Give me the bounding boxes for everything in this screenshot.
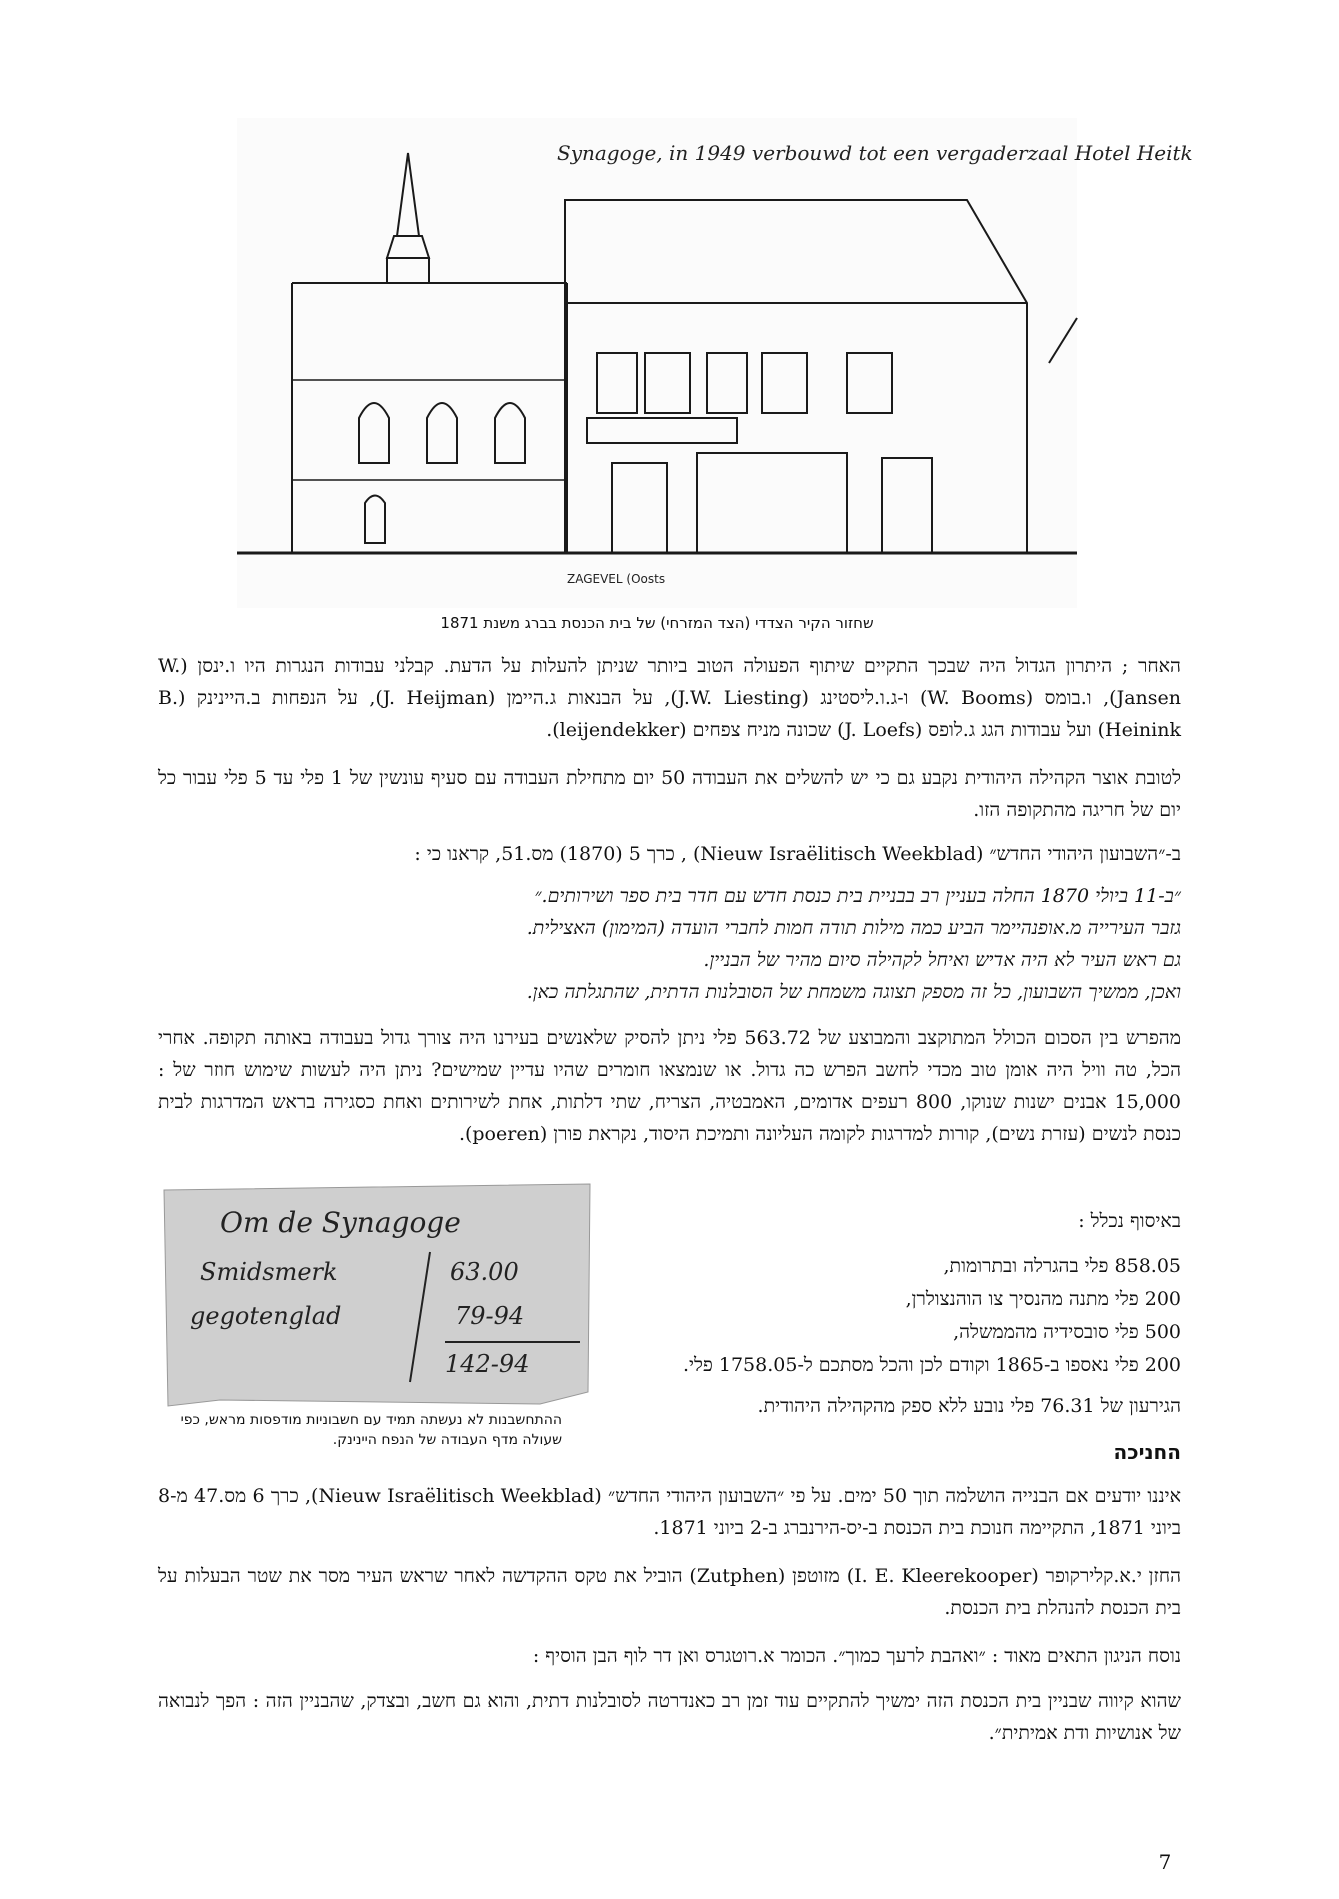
note-number-2: 79-94 [455,1302,525,1330]
note-line-3: gegotenglad [190,1302,342,1330]
note-number-1: 63.00 [450,1258,519,1286]
note-number-3: 142-94 [445,1350,530,1378]
note-line-2: Smidsmerk [200,1258,338,1286]
note-line-1: Om de Synagoge [220,1206,461,1239]
top-figure-caption: שחזור הקיר הצדדי (הצד המזרחי) של בית הכנסת בברג משנת 1871 [440,614,874,632]
synagogue-facade-sketch [237,118,1193,608]
page-number: 7 [1158,1850,1172,1874]
invoice-photo-caption: ההתחשבנות לא נעשתה תמיד עם חשבוניות מודפסות מראש, כפי שעולה מדף העבודה של הנפח היינינק. [180,1412,562,1448]
collection-item: 500 פלי סובסידיה מהממשלה, [953,1321,1181,1343]
collection-item: 200 פלי מתנה מהנסיך צו הוהנצולרן, [905,1288,1181,1310]
paragraph-deficit: הגירעון של 76.31 פלי נובע ללא ספק מהקהילה היהודית. [757,1395,1181,1417]
paragraph-contractors: האחר ; היתרון הגדול היה שבכך התקיים שיתוף הפעולה הטוב ביותר שניתן להעלות על הדעת. קבלני עבודות הנגרות היו ו.ינסן (W. Jansen), ו.בומס (W. Booms) ו-ג.ו.ליסטינג (J.W. Liesting), על הבנאות ג.היימן (J. Heijman), על הנפחות ב.היינינק (B. Heinink) ועל עבודות הגג ג.לופס (J. Loefs) שכונה מניח צפחים (leijendekker). [158,655,1182,741]
paragraph-budget-difference: מהפרש בין הסכום הכולל המתוקצב והמבוצע של 563.72 פלי ניתן להסיק שלאנשים בעירנו היה צורך גדול בעבודה באותה תקופה. אחרי הכל, טה וויל היה אומן טוב מכדי לחשב הפרש כה גדול. או שנמצאו חומרים שהיו עדיין שמישים? ניתן היה לעשות שימוש חוזר של : 15,000 אבנים ישנות שנוקו, 800 רעפים אדומים, האמבטיה, הצריח, שתי דלתות, אחת לשירותים ואחת כסגירה בראש המדרגות לבית כנסת לנשים (עזרת נשים), קורות למדרגות לקומה העליונה ותמיכת היסוד, נקראת פורן (poeren). [158,1027,1182,1145]
paragraph-weekblad-intro: ב-״השבועון היהודי החדש״ (Nieuw Israëlitisch Weekblad) , כרך 5 (1870) מס.51, קראנו כי : [414,843,1181,865]
collection-list [610,1250,1181,1382]
weekblad-quote: ״ב-11 ביולי 1870 החלה בעניין רב בבניית בית כנסת חדש עם חדר בית ספר ושירותים.״ גזבר העירייה מ.אופנהיימר הביע כמה מילות תודה חמות לחברי הועדה (המימון) האצילית. גם ראש העיר לא היה אדיש ואיחל לקהילה סיום מהיר של הבניין. ואכן, ממשיך השבועון, כל זה מספק תצוגה משמחת של הסובלנות הדתית, שהתגלתה כאן. [526,885,1181,1003]
paragraph-cantor: החזן י.א.קלירקופר (I. E. Kleerekooper) מזוטפן (Zutphen) הוביל את טקס ההקדשה לאחר שראש העיר מסר את שטר הבעלות על בית הכנסת להנהלת בית הכנסת. [158,1565,1181,1619]
paragraph-inauguration: איננו יודעים אם הבנייה הושלמה תוך 50 ימים. על פי ״השבועון היהודי החדש״ (Nieuw Israëlitisch Weekblad), כרך 6 מס.47 מ-8 ביוני 1871, התקיימה חנוכת בית הכנסת ב-יס-הירנברג ב-2 ביוני 1871. [158,1485,1182,1539]
sketch-handwritten-title: Synagoge, in 1949 verbouwd tot een vergaderzaal Hotel Heitk [557,141,1193,165]
paragraph-melody: נוסח הניגון התאים מאוד : ״ואהבת לרעך כמוך״. הכומר א.רוטגרס ואן דר לוף הבן הוסיף : [532,1645,1181,1667]
collection-item: 200 פלי נאספו ב-1865 וקודם לכן והכל מסתכם ל-1758.05 פלי. [682,1354,1181,1376]
paragraph-penalty: לטובת אוצר הקהילה היהודית נקבע גם כי יש להשלים את העבודה 50 יום מתחילת העבודה עם סעיף עונשין של 1 פלי עד 5 פלי עבור כל יום של חריגה מהתקופה הזו. [158,767,1181,821]
collection-intro: באיסוף נכלל : [1078,1210,1181,1232]
section-heading-inauguration: החניכה [1113,1440,1181,1464]
collection-item: 858.05 פלי בהגרלה ובתרומות, [943,1255,1181,1277]
sketch-handwritten-sign: ZAGEVEL (Oosts [567,572,666,586]
handwritten-invoice-photo [160,1182,595,1408]
paragraph-closing: שהוא קיווה שבניין בית הכנסת הזה ימשיך להתקיים עוד זמן רב כאנדרטה לסובלנות דתית, והוא גם חשב, ובצדק, שהבניין הזה : הפך לנבואה של אנושיות ודת אמיתית״. [158,1690,1181,1744]
